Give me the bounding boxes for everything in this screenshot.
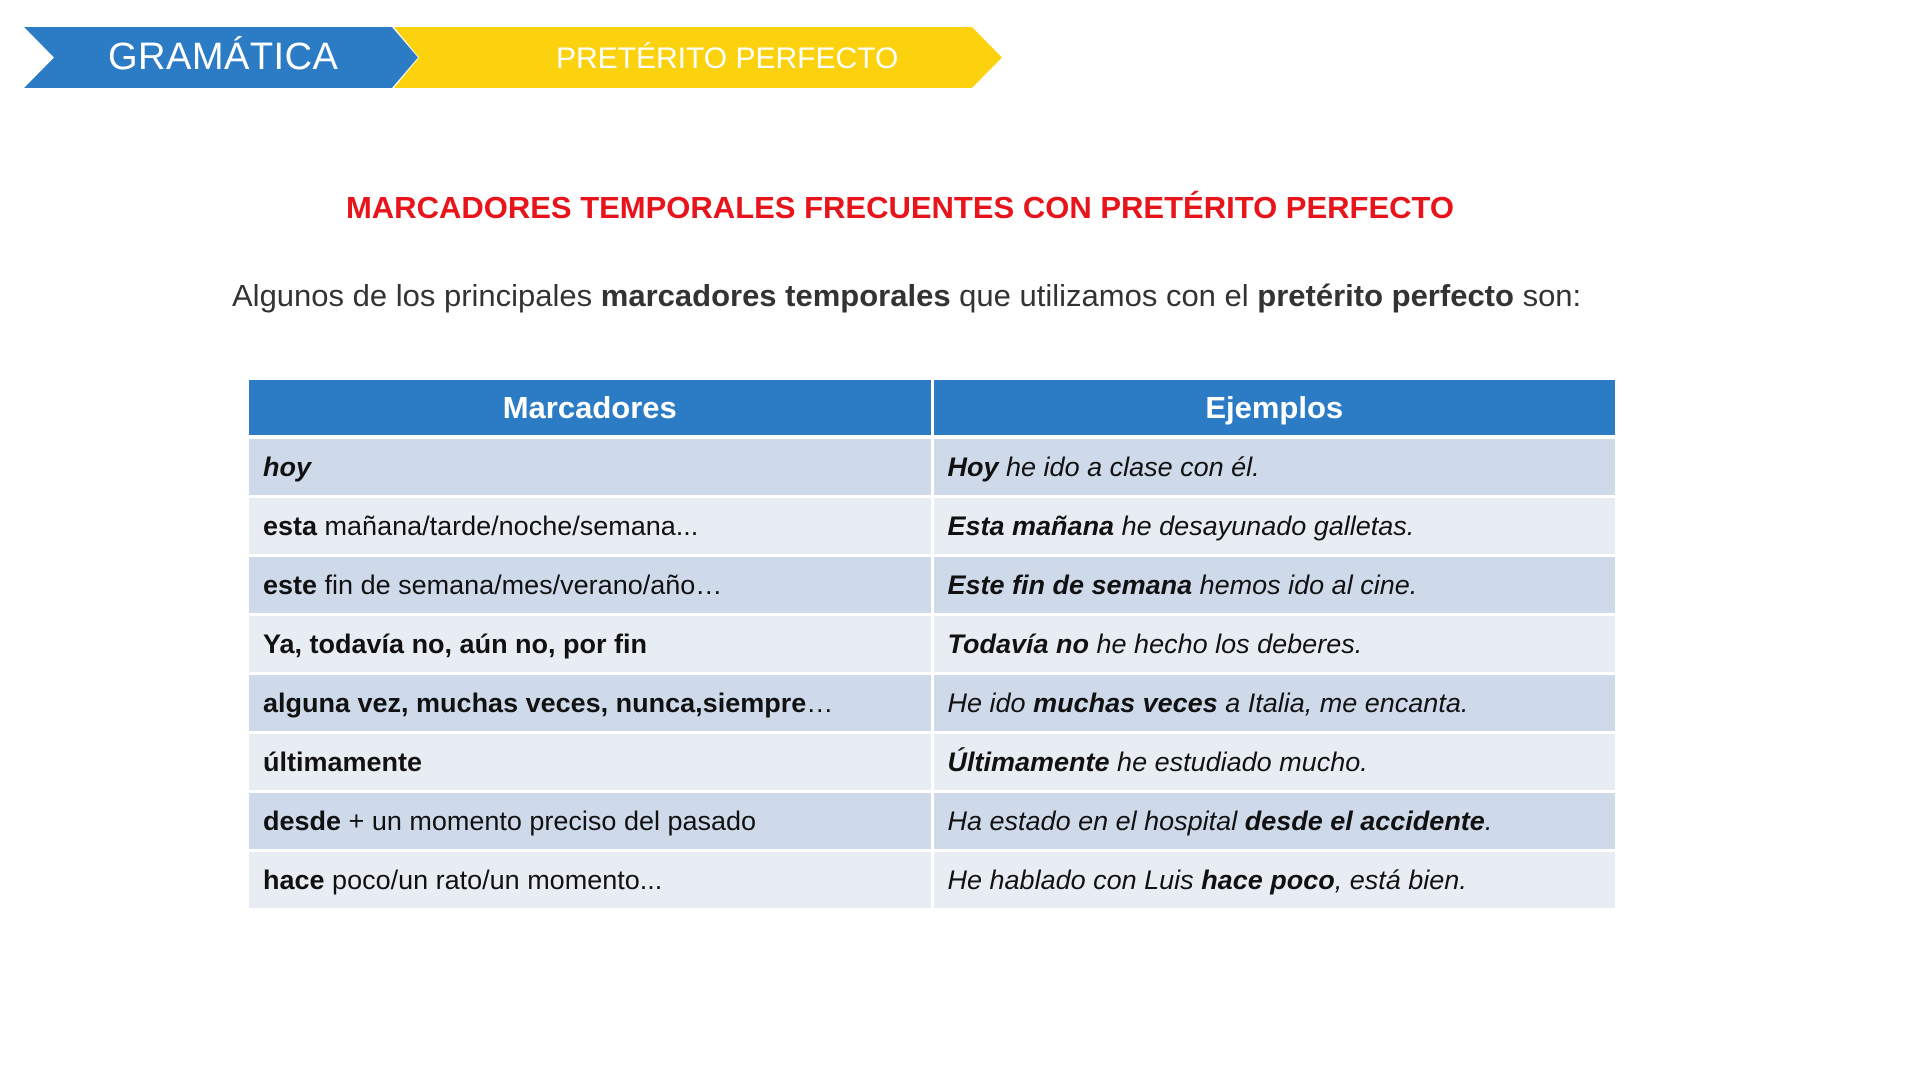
header-banner	[24, 27, 1004, 88]
example-cell	[932, 437, 1615, 497]
example-post: a Italia, me encanta.	[1217, 687, 1469, 718]
marker-bold: desde	[263, 805, 342, 836]
example-cell	[932, 792, 1615, 851]
table-row	[249, 733, 1615, 792]
example-post: .	[1484, 805, 1493, 836]
intro-text-3: son:	[1513, 278, 1582, 313]
marker-rest: + un momento preciso del pasado	[341, 805, 757, 836]
marker-cell	[249, 556, 932, 615]
example-cell	[932, 615, 1615, 674]
intro-bold-2: pretérito perfecto	[1257, 278, 1514, 313]
table-row	[249, 674, 1615, 733]
marker-rest: mañana/tarde/noche/semana...	[317, 510, 699, 541]
marker-cell	[249, 851, 932, 910]
example-cell	[932, 851, 1615, 910]
marker-rest: poco/un rato/un momento...	[324, 864, 663, 895]
table-row	[249, 615, 1615, 674]
marker-cell	[249, 674, 932, 733]
marker-bold: hoy	[263, 451, 312, 482]
example-cell	[932, 674, 1615, 733]
example-bold: Este fin de semana	[947, 569, 1193, 600]
example-cell	[932, 556, 1615, 615]
example-bold: Esta mañana	[947, 510, 1115, 541]
marker-rest: fin de semana/mes/verano/año…	[317, 569, 723, 600]
intro-bold-1: marcadores temporales	[600, 278, 951, 313]
example-bold: Últimamente	[947, 746, 1110, 777]
topic-title: PRETÉRITO PERFECTO	[556, 42, 899, 75]
example-post: he ido a clase con él.	[998, 451, 1260, 482]
marker-cell	[249, 437, 932, 497]
marker-bold: este	[263, 569, 318, 600]
marker-bold: hace	[263, 864, 325, 895]
markers-table	[249, 380, 1615, 911]
intro-text-1: Algunos de los principales	[232, 278, 601, 313]
table-row	[249, 792, 1615, 851]
marker-rest: …	[806, 687, 834, 718]
marker-bold: últimamente	[263, 746, 423, 777]
marker-cell	[249, 497, 932, 556]
example-bold: desde el accidente	[1244, 805, 1485, 836]
example-bold: Todavía no	[947, 628, 1090, 659]
marker-bold: Ya, todavía no, aún no, por fin	[263, 628, 648, 659]
table-header-row	[249, 380, 1615, 437]
example-post: , está bien.	[1334, 864, 1467, 895]
marker-bold: esta	[263, 510, 318, 541]
example-post: hemos ido al cine.	[1192, 569, 1418, 600]
section-title: GRAMÁTICA	[108, 36, 339, 78]
example-bold: hace poco	[1201, 864, 1335, 895]
example-post: he estudiado mucho.	[1109, 746, 1368, 777]
example-bold: Hoy	[947, 451, 999, 482]
marker-bold: alguna vez, muchas veces, nunca,siempre	[263, 687, 807, 718]
example-post: he desayunado galletas.	[1114, 510, 1415, 541]
intro-text-2: que utilizamos con el	[950, 278, 1258, 313]
example-pre: He hablado con Luis	[947, 864, 1202, 895]
page-subtitle: MARCADORES TEMPORALES FRECUENTES CON PRETÉRITO PERFECTO	[345, 190, 1455, 225]
intro-paragraph	[232, 278, 1732, 314]
marker-cell	[249, 792, 932, 851]
header-markers: Marcadores	[249, 380, 932, 437]
example-post: he hecho los deberes.	[1089, 628, 1363, 659]
example-cell	[932, 733, 1615, 792]
table-row	[249, 497, 1615, 556]
example-pre: He ido	[947, 687, 1034, 718]
table-row	[249, 437, 1615, 497]
header-examples: Ejemplos	[932, 380, 1615, 437]
marker-cell	[249, 615, 932, 674]
marker-cell	[249, 733, 932, 792]
example-cell	[932, 497, 1615, 556]
table-row	[249, 556, 1615, 615]
example-bold: muchas veces	[1033, 687, 1218, 718]
example-pre: Ha estado en el hospital	[947, 805, 1245, 836]
table-row	[249, 851, 1615, 910]
